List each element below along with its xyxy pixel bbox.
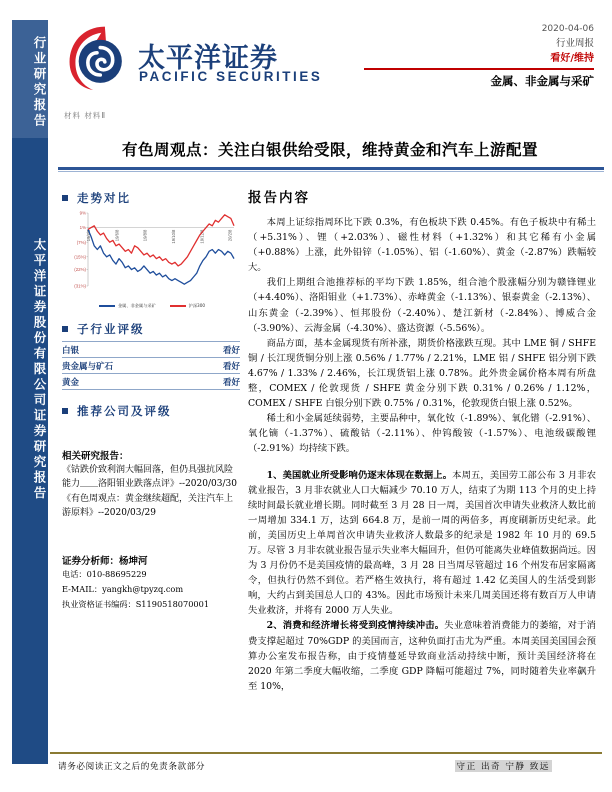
analyst-license-label: 执业资格证书编码： [62, 599, 136, 609]
logo-english-name: PACIFIC SECURITIES [139, 69, 323, 84]
legend-label-1: 沪深300 [188, 303, 206, 308]
legend-label-0: 金属、非金属与采矿 [117, 303, 156, 308]
legend-item-1 [170, 303, 205, 309]
report-date: 2020-04-06 [541, 24, 594, 34]
related-research-item[interactable]: 《有色周观点：黄金继续超配，关注汽车上游原料》--2020/03/29 [62, 494, 234, 518]
legend-swatch-1 [170, 305, 186, 307]
chart-canvas [66, 207, 238, 299]
left-sidebar [12, 20, 48, 764]
sidebar-top-label: 行业研究报告 [32, 35, 47, 129]
chart-legend [66, 303, 238, 309]
content-numbered-paragraph [248, 618, 596, 693]
rating-badge: 看好/维持 [550, 53, 594, 64]
footer-motto: 守正 出奇 宁静 致远 [456, 762, 550, 772]
numbered-body: 本周五，美国劳工部公布 3 月非农就业报告，3 月非农就业人口大幅减少 70.10 万人，结束了为期 113 个月的史上持续时间最长就业增长期。同时截至 3 月 28 日一周，美国首次申请失业救济人数比前一周增加 334.1 万，达到 664.8 万，是前一周的两倍多，再度刷新历史纪录。此前，美国历史上单周首次申请失业救济人数最多的纪录是 1982 年 10 月的 69.5 万。尽管 3 月非农就业报告显示失业率大幅回升，但仍可能离失业峰值数据尚远。因为 3 月份仍不是美国疫情的最高峰，3 月 28 日当周尽管超过 16 个州发布居家隔离令，但执行仍然不到位。若严格生效执行，将有超过 1.42 亿美国人的生活受到影响，大约占到美国总人口的 43%。因此市场预计未来几周美国还将有数百万人申请失业救济，并将有 2000 万人失业。 [248, 469, 596, 617]
analyst-name: 证券分析师：杨坤河 [62, 556, 148, 567]
legend-item-0 [99, 303, 156, 309]
content-paragraph: 稀土和小金属延续弱势，主要品种中，氧化钕（-1.89%）、氧化镨（-2.91%）、氧化镝（-1.37%）、硫酸钴（-2.11%）、仲钨酸铵（-1.57%）、电池级碳酸锂（-2.91%）均持续下跌。 [248, 413, 596, 455]
analyst-email-value[interactable]: yangkh@tpyzq.com [102, 584, 184, 594]
subindustry-name: 贵金属与矿石 [62, 361, 114, 372]
svg-text:(7%): (7%) [76, 239, 86, 245]
svg-text:19/10/8: 19/10/8 [170, 229, 176, 244]
sector-name: 金属、非金属与采矿 [490, 74, 594, 89]
subindustry-heading-label: 子行业评级 [77, 322, 145, 336]
footer-divider [50, 752, 602, 754]
report-content [248, 186, 596, 694]
bullet-square-icon [62, 408, 68, 414]
trend-chart-heading [62, 190, 240, 206]
subindustry-rating: 看好 [222, 361, 240, 372]
analyst-block [62, 553, 240, 612]
analyst-phone-value: 010-88695229 [86, 569, 147, 579]
breadcrumb: 材料 材料Ⅱ [64, 111, 107, 120]
content-numbered-paragraph [248, 468, 596, 619]
svg-text:19/4/8: 19/4/8 [86, 229, 91, 242]
content-paragraph: 本周上证综指周环比下跌 0.3%，有色板块下跌 0.45%。有色子板块中有稀土（+5.31%）、锂（+2.03%）、磁性材料（+1.32%）和其它稀有小金属（+0.88%）上涨，此外铅锌（-1.05%）、铝（-1.60%）、黄金（-2.87%）跌幅较大。 [248, 217, 596, 274]
svg-text:1%: 1% [79, 225, 86, 231]
recommended-companies-label: 推荐公司及评级 [77, 404, 172, 418]
content-paragraph: 我们上期组合池推荐标的平均下跌 1.85%，组合池个股涨幅分别为赣锋锂业（+4.40%）、洛阳钼业（+1.73%）、赤峰黄金（-1.13%）、银泰黄金（-2.13%）、山东黄金（-2.39%）、恒邦股份（-2.40%）、楚江新材（-2.84%）、博威合金（-3.90%）、云海金属（-4.30%）、盛达资源（-5.56%）。 [248, 277, 596, 334]
subindustry-rating: 看好 [222, 377, 240, 388]
report-meta [364, 22, 594, 89]
recommended-companies-heading [62, 403, 240, 419]
table-row [62, 358, 240, 374]
svg-text:(31%): (31%) [74, 283, 86, 289]
analyst-phone-label: 电话： [62, 569, 87, 579]
svg-text:20/2/8: 20/2/8 [227, 229, 233, 242]
related-research-heading: 相关研究报告： [62, 451, 129, 462]
trend-comparison-chart [66, 207, 238, 299]
subindustry-rating-table [62, 341, 240, 390]
content-paragraph: 商品方面，基本金属现货有所补涨，期货价格涨跌互现。其中 LME 铜 / SHFE 铜 / 长江现货铜分别上涨 0.56% / 1.77% / 2.21%，LME 铝 / SHFE 铝分别下跌 4.67% / 1.33% / 2.46%，长江现货铝上涨 0.78%。此外贵金属价格本周有所盘整，COMEX / 伦敦现货 / SHFE 黄金分别下跌 0.31% / 0.26% / 1.12%，COMEX / SHFE 白银分别下跌 0.75% / 0.31%，伦敦现货白银上涨 0.52%。 [248, 337, 596, 410]
legend-swatch-0 [99, 305, 115, 307]
title-divider [58, 167, 604, 170]
numbered-body: 失业意味着消费能力的萎缩，对于消费支撑起超过 70%GDP 的美国而言，这种负面打击尤为严重。本周美国美国国会预算办公室发布报告称，由于疫情蔓延导致商业活动持续中断，预计美国经济将在 2020 年第二季度大幅收缩，二季度 GDP 降幅可能超过 7%，同时随着失业率飙升至 10%， [248, 620, 596, 692]
bullet-square-icon [62, 326, 68, 332]
report-type: 行业周报 [555, 38, 594, 49]
svg-text:19/8/8: 19/8/8 [142, 229, 148, 242]
bullet-square-icon [62, 195, 68, 201]
svg-text:(22%): (22%) [74, 267, 86, 273]
sidebar-bottom-label: 太平洋证券股份有限公司证券研究报告 [32, 238, 47, 502]
page-title: 有色周观点：关注白银供给受限，维持黄金和汽车上游配置 [121, 140, 538, 159]
numbered-lead: 1、美国就业所受影响仍逐末体现在数据上。 [266, 469, 453, 481]
analyst-email [62, 582, 240, 597]
subindustry-name: 黄金 [62, 377, 80, 388]
related-research-block [62, 448, 240, 520]
svg-text:19/6/8: 19/6/8 [114, 229, 120, 242]
analyst-phone [62, 567, 240, 582]
logo-chinese-name: 太平洋证券 [138, 43, 278, 74]
title-divider-thin [58, 171, 604, 172]
analyst-email-label: E-MAIL： [62, 584, 103, 594]
table-row [62, 341, 240, 358]
subindustry-heading [62, 321, 240, 337]
svg-text:19/12/8: 19/12/8 [199, 229, 205, 244]
pacific-securities-logo-icon [64, 24, 130, 92]
numbered-lead: 2、消费和经济增长将受到疫情持续冲击。 [266, 620, 445, 632]
meta-divider [364, 68, 594, 70]
table-row [62, 374, 240, 390]
svg-text:9%: 9% [79, 210, 86, 216]
analyst-license-value: S1190518070001 [135, 599, 210, 609]
trend-chart-heading-label: 走势对比 [77, 191, 131, 205]
content-heading: 报告内容 [248, 190, 310, 206]
related-research-item[interactable]: 《钴跌价致利润大幅回落，但仍具强抗风险能力＿＿洛阳钼业跌落点评》--2020/03/30 [62, 465, 237, 489]
company-logo [62, 22, 323, 94]
analyst-license [62, 597, 240, 612]
footer-disclaimer: 请务必阅读正文之后的免责条款部分 [58, 762, 206, 772]
subindustry-rating: 看好 [222, 345, 240, 356]
svg-text:(15%): (15%) [74, 254, 86, 260]
subindustry-name: 白银 [62, 345, 80, 356]
